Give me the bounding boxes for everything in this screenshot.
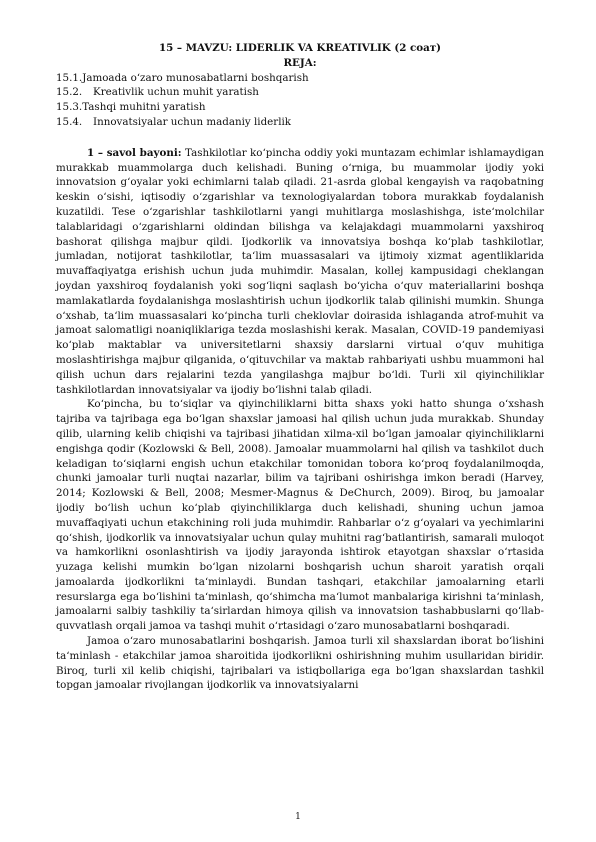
paragraph-3: Jamoa o‘zaro munosabatlarini boshqarish. Jamoa turli xil shaxslardan iborat bo‘lishini ta‘minlash - etakchilar jamoa sharoitida ijodkorlikni oshirishning muhim usullaridan biridir. Biroq, turli xil kelib chiqishi, tajribalari va istiqbollariga ega bo‘lgan shaxslardan tashkil topgan jamoalar rivojlangan ijodkorlik va innovatsiyalarni <box>56 635 544 692</box>
plan-list <box>56 71 544 130</box>
plan-item <box>56 115 544 130</box>
section-label: 1 – savol bayoni: <box>87 146 182 159</box>
plan-item <box>56 100 544 115</box>
plan-item-number: 15.3. <box>56 101 83 114</box>
plan-item-text: Tashqi muhitni yaratish <box>82 101 206 114</box>
plan-item-text: Jamoada o‘zaro munosabatlarni boshqarish <box>82 71 309 84</box>
paragraph-1 <box>56 146 544 398</box>
plan-item <box>56 85 544 100</box>
document-title: 15 – MAVZU: LIDERLIK VA KREATIVLIK (2 соат) <box>158 42 442 54</box>
plan-item <box>56 71 544 86</box>
page-number: 1 <box>295 812 301 822</box>
plan-item-number: 15.2. <box>56 86 83 99</box>
plan-item-text: Innovatsiyalar uchun madaniy liderlik <box>93 115 292 128</box>
plan-heading: REJA: <box>283 56 317 69</box>
plan-item-number: 15.1. <box>56 71 83 84</box>
document-page <box>56 41 544 693</box>
plan-item-number: 15.4. <box>56 115 83 128</box>
plan-item-text: Kreativlik uchun muhit yaratish <box>93 86 259 99</box>
section-spacer <box>56 130 544 146</box>
paragraph-1-text: Tashkilotlar ko‘pincha oddiy yoki muntazam echimlar ishlamaydigan murakkab muammolarga duch kelishadi. Buning o‘rniga, bu muammolar ijodiy yoki innovatsion g‘oyalar yoki echimlarni talab qiladi. 21-asrda global kengayish va raqobatning keskin o‘sishi, iqtisodiy o‘zgarishlar va texnologiyalardan tobora murakkab foydalanish kuzatildi. Tese o‘zgarishlar tashkilotlarni yangi muhitlarga moslashishga, iste‘molchilar talablaridagi o‘zgarishlarni oldindan bilishga va kelajakdagi muammolarni yaxshiroq bashorat qilishga majbur qildi. Ijodkorlik va innovatsiya boshqa ko‘plab tashkilotlar, jumladan, notijorat tashkilotlar, ta‘lim muassasalari va ijtimoiy xizmat agentliklarida muvaffaqiyatga erishish uchun juda muhimdir. Masalan, kollej kampusidagi cheklangan joydan yaxshiroq foydalanish yoki sog‘liqni saqlash bo‘yicha o‘quv materiallarini boshqa mamlakatlarda foydalanishga moslashtirish uchun ijodkorlik talab qilinishi mumkin. Shunga o‘xshab, ta‘lim muassasalari ko‘pincha turli cheklovlar doirasida ishlaganda atrof-muhit va jamoat salomatligi noaniqliklariga tezda moslashishi kerak. Masalan, COVID-19 pandemiyasi ko‘plab maktablar va universitetlarni shaxsiy darslarni virtual o‘quv muhitiga moslashtirishga majbur qilganida, o‘qituvchilar va maktab rahbariyati ushbu muammoni hal qilish uchun dars rejalarini tezda yangilashga majbur bo‘ldi. Turli xil qiyinchiliklar tashkilotlardan innovatsiyalar va ijodiy bo‘lishni talab qiladi. <box>56 146 544 396</box>
paragraph-2: Ko‘pincha, bu to‘siqlar va qiyinchiliklarni bitta shaxs yoki hatto shunga o‘xshash tajriba va tajribaga ega bo‘lgan shaxslar jamoasi hal qilish uchun juda murakkab. Shunday qilib, ularning kelib chiqishi va tajribasi jihatidan xilma-xil bo‘lgan jamoalar qiyinchiliklarni engishga qodir (Kozlowski & Bell, 2008). Jamoalar muammolarni hal qilish va tashkilot duch keladigan to‘siqlarni engish uchun etakchilar tomonidan tobora ko‘proq foydalanilmoqda, chunki jamoalar turli nuqtai nazarlar, bilim va tajribani oshirishga imkon beradi (Harvey, 2014; Kozlowski & Bell, 2008; Mesmer-Magnus & DeChurch, 2009). Biroq, bu jamoalar ijodiy bo‘lish uchun ko‘plab qiyinchiliklarga duch kelishadi, shuning uchun jamoa muvaffaqiyati uchun etakchining roli juda muhimdir. Rahbarlar o‘z g‘oyalari va yechimlarini qo‘shish, ijodkorlik va innovatsiyalar uchun qulay muhitni rag‘batlantirish, samarali muloqot va hamkorlikni osonlashtirish va ijodiy jarayonda ishtirok etayotgan shaxslar o‘rtasida yuzaga kelishi mumkin bo‘lgan nizolarni boshqarish uchun sharoit yaratish orqali jamoalarda ijodkorlikni ta‘minlaydi. Bundan tashqari, etakchilar jamoalarning etarli resurslarga ega bo‘lishini ta‘minlash, qo‘shimcha ma‘lumot manbalariga kirishni ta‘minlash, jamoalarni salbiy tashkiliy ta‘sirlardan himoya qilish va innovatsion tashabbuslarni qo‘llab-quvvatlash orqali jamoa va tashqi muhit o‘rtasidagi o‘zaro munosabatlarni boshqaradi. <box>56 398 544 633</box>
